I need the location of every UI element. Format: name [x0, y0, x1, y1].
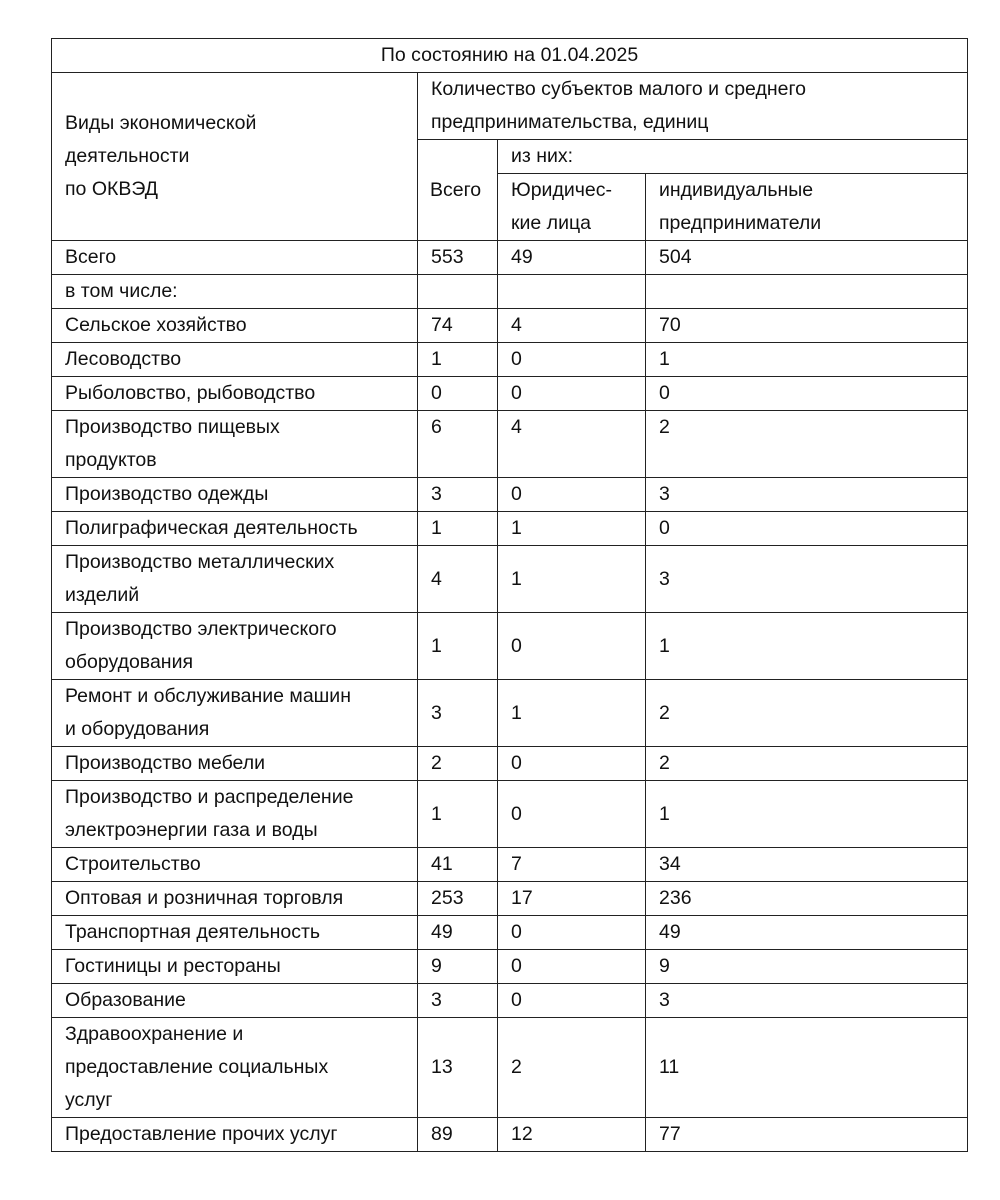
table-row	[52, 680, 968, 747]
activity-name-line: изделий	[65, 584, 140, 606]
legal-entities-count-cell: 2	[498, 1018, 646, 1118]
activity-name-cell	[52, 411, 418, 478]
individual-entrepreneurs-count-cell: 2	[646, 680, 968, 747]
legal-entities-count-cell: 0	[498, 613, 646, 680]
table-row	[52, 275, 968, 309]
total-count-cell: 553	[418, 241, 498, 275]
legal-entities-count-cell: 1	[498, 680, 646, 747]
activity-name-line: Рыболовство, рыбоводство	[65, 382, 316, 404]
legal-entities-header	[498, 174, 646, 241]
activity-name-cell	[52, 1018, 418, 1118]
individual-entrepreneurs-count-cell: 3	[646, 984, 968, 1018]
header-line: Виды экономической	[65, 112, 257, 134]
activity-name-line: Производство одежды	[65, 483, 269, 505]
activity-name-line: Производство пищевых	[65, 416, 280, 438]
table-row	[52, 241, 968, 275]
activity-name-cell	[52, 309, 418, 343]
header-line: индивидуальные	[659, 179, 814, 201]
individual-entrepreneurs-count-cell: 2	[646, 747, 968, 781]
count-header	[418, 73, 968, 140]
individual-entrepreneurs-count-cell: 34	[646, 848, 968, 882]
individual-entrepreneurs-count-cell: 49	[646, 916, 968, 950]
table-header	[52, 39, 968, 241]
table-row	[52, 984, 968, 1018]
activity-name-cell	[52, 546, 418, 613]
activity-name-cell	[52, 512, 418, 546]
individual-entrepreneurs-count-cell: 1	[646, 343, 968, 377]
activity-name-cell	[52, 916, 418, 950]
individual-entrepreneurs-count-cell: 9	[646, 950, 968, 984]
legal-entities-count-cell: 1	[498, 512, 646, 546]
activity-name-cell	[52, 882, 418, 916]
smb-statistics-table	[51, 38, 968, 1152]
individual-entrepreneurs-count-cell	[646, 275, 968, 309]
legal-entities-count-cell: 4	[498, 411, 646, 478]
table-row	[52, 916, 968, 950]
activity-name-line: предоставление социальных	[65, 1056, 329, 1078]
activity-type-header	[52, 73, 418, 241]
table-row	[52, 411, 968, 478]
activity-name-line: оборудования	[65, 651, 194, 673]
activity-name-line: услуг	[65, 1089, 113, 1111]
table-row	[52, 377, 968, 411]
individual-entrepreneurs-count-cell: 1	[646, 613, 968, 680]
activity-name-cell	[52, 343, 418, 377]
activity-name-line: Транспортная деятельность	[65, 921, 321, 943]
activity-name-line: электроэнергии газа и воды	[65, 819, 318, 841]
activity-name-cell	[52, 984, 418, 1018]
activity-name-line: Всего	[65, 246, 117, 268]
activity-name-line: Оптовая и розничная торговля	[65, 887, 344, 909]
legal-entities-count-cell: 0	[498, 478, 646, 512]
total-count-cell: 2	[418, 747, 498, 781]
activity-name-cell	[52, 478, 418, 512]
activity-name-line: и оборудования	[65, 718, 210, 740]
legal-entities-count-cell	[498, 275, 646, 309]
individual-entrepreneurs-count-cell: 1	[646, 781, 968, 848]
individual-entrepreneurs-count-cell: 3	[646, 546, 968, 613]
legal-entities-count-cell: 0	[498, 984, 646, 1018]
total-count-cell: 9	[418, 950, 498, 984]
legal-entities-count-cell: 4	[498, 309, 646, 343]
individual-entrepreneurs-count-cell: 3	[646, 478, 968, 512]
activity-name-cell	[52, 241, 418, 275]
individual-entrepreneurs-count-cell: 2	[646, 411, 968, 478]
activity-name-line: Здравоохранение и	[65, 1023, 244, 1045]
legal-entities-count-cell: 0	[498, 950, 646, 984]
table-row	[52, 882, 968, 916]
of-which-header: из них:	[498, 140, 968, 174]
header-line: по ОКВЭД	[65, 178, 158, 200]
legal-entities-count-cell: 0	[498, 343, 646, 377]
table-row	[52, 781, 968, 848]
table-row	[52, 747, 968, 781]
total-count-cell: 4	[418, 546, 498, 613]
legal-entities-count-cell: 1	[498, 546, 646, 613]
activity-name-cell	[52, 747, 418, 781]
table-row	[52, 1118, 968, 1152]
total-count-cell: 89	[418, 1118, 498, 1152]
individual-entrepreneurs-count-cell: 504	[646, 241, 968, 275]
total-count-cell: 3	[418, 984, 498, 1018]
total-count-cell: 74	[418, 309, 498, 343]
activity-name-line: в том числе:	[65, 280, 178, 302]
table-row	[52, 613, 968, 680]
total-count-cell: 1	[418, 781, 498, 848]
total-count-cell: 49	[418, 916, 498, 950]
individual-entrepreneurs-count-cell: 70	[646, 309, 968, 343]
total-count-cell: 1	[418, 343, 498, 377]
table-row	[52, 546, 968, 613]
total-count-cell	[418, 275, 498, 309]
total-count-cell: 253	[418, 882, 498, 916]
table-row	[52, 309, 968, 343]
table-body	[52, 241, 968, 1152]
individual-entrepreneurs-count-cell: 11	[646, 1018, 968, 1118]
activity-name-line: Производство металлических	[65, 551, 335, 573]
legal-entities-count-cell: 49	[498, 241, 646, 275]
legal-entities-count-cell: 17	[498, 882, 646, 916]
legal-entities-count-cell: 0	[498, 916, 646, 950]
header-line: кие лица	[511, 212, 591, 234]
activity-name-cell	[52, 275, 418, 309]
legal-entities-count-cell: 0	[498, 781, 646, 848]
table-row	[52, 950, 968, 984]
activity-name-line: Производство и распределение	[65, 786, 354, 808]
total-count-cell: 1	[418, 613, 498, 680]
activity-name-line: Гостиницы и рестораны	[65, 955, 281, 977]
table-row	[52, 512, 968, 546]
activity-name-line: продуктов	[65, 449, 157, 471]
table-row	[52, 1018, 968, 1118]
total-count-cell: 41	[418, 848, 498, 882]
activity-name-line: Полиграфическая деятельность	[65, 517, 358, 539]
table-row	[52, 343, 968, 377]
table-row	[52, 848, 968, 882]
activity-name-line: Образование	[65, 989, 186, 1011]
total-count-cell: 3	[418, 478, 498, 512]
activity-name-cell	[52, 613, 418, 680]
as-of-date-title: По состоянию на 01.04.2025	[52, 39, 968, 73]
total-count-cell: 0	[418, 377, 498, 411]
activity-name-line: Производство электрического	[65, 618, 337, 640]
activity-name-line: Ремонт и обслуживание машин	[65, 685, 351, 707]
activity-name-cell	[52, 950, 418, 984]
individual-entrepreneurs-count-cell: 0	[646, 377, 968, 411]
legal-entities-count-cell: 0	[498, 377, 646, 411]
activity-name-line: Строительство	[65, 853, 201, 875]
activity-name-line: Сельское хозяйство	[65, 314, 247, 336]
activity-name-cell	[52, 680, 418, 747]
individual-entrepreneurs-count-cell: 0	[646, 512, 968, 546]
legal-entities-count-cell: 12	[498, 1118, 646, 1152]
activity-name-line: Производство мебели	[65, 752, 266, 774]
individual-entrepreneurs-header	[646, 174, 968, 241]
activity-name-line: Предоставление прочих услуг	[65, 1123, 338, 1145]
header-line: деятельности	[65, 145, 190, 167]
header-line: Юридичес-	[511, 179, 612, 201]
total-header: Всего	[418, 140, 498, 241]
legal-entities-count-cell: 0	[498, 747, 646, 781]
individual-entrepreneurs-count-cell: 77	[646, 1118, 968, 1152]
activity-name-cell	[52, 848, 418, 882]
activity-name-cell	[52, 781, 418, 848]
activity-name-cell	[52, 377, 418, 411]
header-line: Количество субъектов малого и среднего	[431, 78, 806, 100]
table-row	[52, 478, 968, 512]
activity-name-line: Лесоводство	[65, 348, 182, 370]
header-line: предпринимательства, единиц	[431, 111, 709, 133]
total-count-cell: 6	[418, 411, 498, 478]
total-count-cell: 1	[418, 512, 498, 546]
individual-entrepreneurs-count-cell: 236	[646, 882, 968, 916]
header-line: предприниматели	[659, 212, 822, 234]
legal-entities-count-cell: 7	[498, 848, 646, 882]
total-count-cell: 3	[418, 680, 498, 747]
total-count-cell: 13	[418, 1018, 498, 1118]
activity-name-cell	[52, 1118, 418, 1152]
